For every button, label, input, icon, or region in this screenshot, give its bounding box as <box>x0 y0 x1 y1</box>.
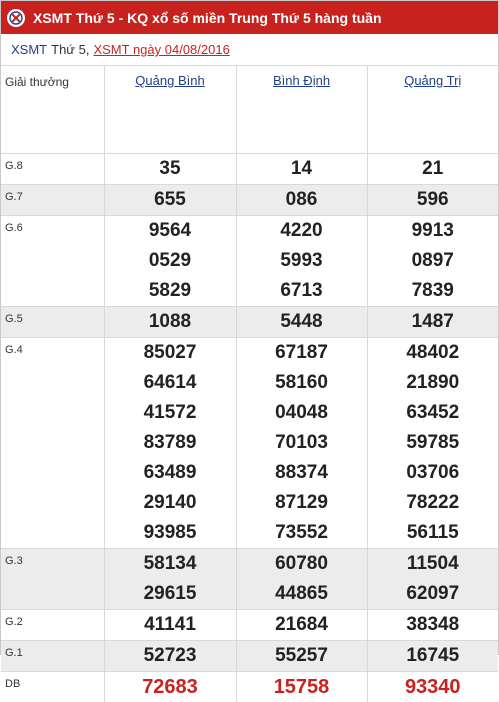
prize-number: 5448 <box>237 307 367 337</box>
special-prize-number: 93340 <box>368 672 499 702</box>
header-bar <box>1 1 498 34</box>
prize-number: 56115 <box>368 518 499 548</box>
prize-number: 64614 <box>105 368 236 398</box>
prize-label: G.2 <box>1 610 104 641</box>
prize-number: 38348 <box>368 610 499 640</box>
prize-number: 03706 <box>368 458 499 488</box>
prize-number: 93985 <box>105 518 236 548</box>
breadcrumb-day: Thứ 5, <box>51 42 89 57</box>
prize-cell <box>236 185 367 216</box>
table-row <box>1 216 498 307</box>
table-row <box>1 641 498 672</box>
prize-label: G.4 <box>1 338 104 549</box>
prize-label: DB <box>1 672 104 702</box>
prize-cell <box>236 672 367 702</box>
prize-cell <box>104 185 236 216</box>
prize-cell <box>367 307 498 338</box>
prize-number: 67187 <box>237 338 367 368</box>
prize-number: 9564 <box>105 216 236 246</box>
table-row <box>1 672 498 702</box>
prize-number: 73552 <box>237 518 367 548</box>
prize-number: 83789 <box>105 428 236 458</box>
prize-number: 48402 <box>368 338 499 368</box>
header-title: XSMT Thứ 5 - KQ xổ số miền Trung Thứ 5 hàng tuần <box>33 10 382 26</box>
prize-number: 086 <box>237 185 367 215</box>
prize-number: 85027 <box>105 338 236 368</box>
prize-label: G.5 <box>1 307 104 338</box>
prize-label: G.8 <box>1 154 104 185</box>
prize-cell <box>236 307 367 338</box>
prize-cell <box>104 641 236 672</box>
prize-label: G.1 <box>1 641 104 672</box>
prize-number: 35 <box>105 154 236 184</box>
province-header-quang-tri[interactable]: Quảng Trị <box>367 66 498 154</box>
prize-label: G.6 <box>1 216 104 307</box>
prize-number: 0897 <box>368 246 499 276</box>
prize-label: G.7 <box>1 185 104 216</box>
prize-cell <box>104 672 236 702</box>
prize-number: 14 <box>237 154 367 184</box>
prize-number: 41572 <box>105 398 236 428</box>
prize-number: 63489 <box>105 458 236 488</box>
prize-number: 41141 <box>105 610 236 640</box>
logo-icon <box>7 9 25 27</box>
prize-cell <box>367 338 498 549</box>
breadcrumb-xsmt[interactable]: XSMT <box>11 42 47 57</box>
prize-number: 0529 <box>105 246 236 276</box>
prize-number: 21 <box>368 154 499 184</box>
prize-cell <box>367 154 498 185</box>
prize-number: 1487 <box>368 307 499 337</box>
table-row <box>1 338 498 549</box>
prize-cell <box>104 610 236 641</box>
prize-column-header: Giải thưởng <box>1 66 104 154</box>
prize-cell <box>236 641 367 672</box>
prize-number: 29140 <box>105 488 236 518</box>
prize-number: 11504 <box>368 549 499 579</box>
prize-number: 60780 <box>237 549 367 579</box>
prize-number: 1088 <box>105 307 236 337</box>
prize-number: 70103 <box>237 428 367 458</box>
prize-number: 87129 <box>237 488 367 518</box>
prize-number: 655 <box>105 185 236 215</box>
prize-number: 58160 <box>237 368 367 398</box>
breadcrumb-date-link[interactable]: XSMT ngày 04/08/2016 <box>93 42 229 57</box>
table-row <box>1 610 498 641</box>
prize-number: 62097 <box>368 579 499 609</box>
prize-cell <box>236 338 367 549</box>
prize-number: 29615 <box>105 579 236 609</box>
prize-number: 9913 <box>368 216 499 246</box>
prize-cell <box>104 216 236 307</box>
prize-cell <box>236 549 367 610</box>
prize-number: 58134 <box>105 549 236 579</box>
special-prize-number: 15758 <box>237 672 367 702</box>
prize-number: 63452 <box>368 398 499 428</box>
prize-cell <box>367 216 498 307</box>
prize-cell <box>236 154 367 185</box>
table-row <box>1 549 498 610</box>
prize-number: 04048 <box>237 398 367 428</box>
table-row <box>1 185 498 216</box>
prize-number: 44865 <box>237 579 367 609</box>
table-row <box>1 154 498 185</box>
prize-number: 21684 <box>237 610 367 640</box>
prize-number: 16745 <box>368 641 499 671</box>
prize-number: 88374 <box>237 458 367 488</box>
province-header-quang-binh[interactable]: Quảng Bình <box>104 66 236 154</box>
prize-number: 55257 <box>237 641 367 671</box>
prize-number: 7839 <box>368 276 499 306</box>
breadcrumb <box>1 34 498 66</box>
prize-label: G.3 <box>1 549 104 610</box>
results-table <box>1 66 498 702</box>
prize-cell <box>367 672 498 702</box>
table-header-row <box>1 66 498 154</box>
prize-number: 596 <box>368 185 499 215</box>
special-prize-number: 72683 <box>105 672 236 702</box>
province-header-binh-dinh[interactable]: Bình Định <box>236 66 367 154</box>
prize-number: 5829 <box>105 276 236 306</box>
prize-cell <box>367 185 498 216</box>
prize-cell <box>104 338 236 549</box>
prize-number: 21890 <box>368 368 499 398</box>
table-row <box>1 307 498 338</box>
prize-cell <box>367 610 498 641</box>
prize-cell <box>104 154 236 185</box>
prize-number: 52723 <box>105 641 236 671</box>
prize-cell <box>236 216 367 307</box>
prize-cell <box>104 307 236 338</box>
prize-number: 6713 <box>237 276 367 306</box>
prize-number: 5993 <box>237 246 367 276</box>
prize-cell <box>236 610 367 641</box>
prize-cell <box>367 549 498 610</box>
prize-number: 78222 <box>368 488 499 518</box>
prize-cell <box>104 549 236 610</box>
prize-number: 4220 <box>237 216 367 246</box>
prize-cell <box>367 641 498 672</box>
prize-number: 59785 <box>368 428 499 458</box>
